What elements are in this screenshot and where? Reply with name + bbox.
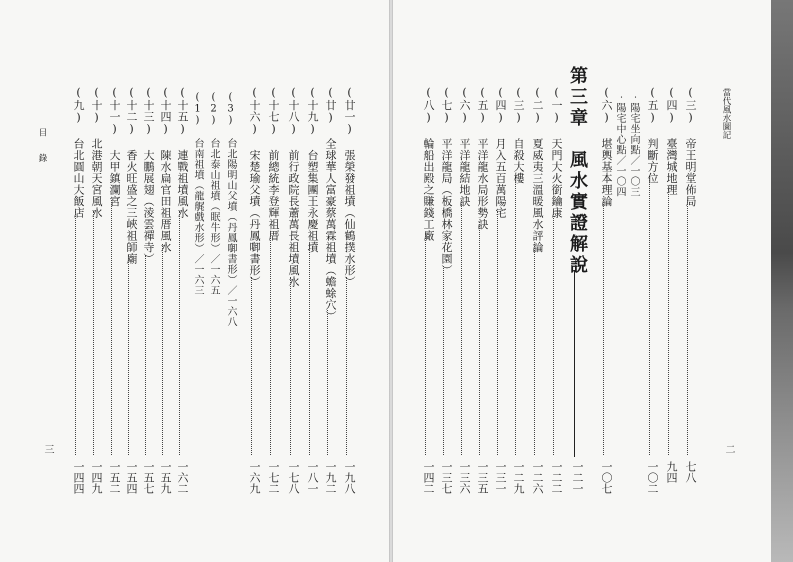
toc-entry: [529, 86, 544, 506]
toc-page-number: 一五九: [159, 461, 172, 494]
toc-entry-label: (十六) 宋楚瑜父墳（丹鳳啣書形）: [248, 86, 261, 288]
toc-leader-dots: [497, 211, 498, 455]
toc-page-number: 一二六: [531, 461, 544, 494]
toc-leader-dots: [553, 211, 554, 455]
toc-leader-dots: [425, 233, 426, 455]
toc-entry: [626, 92, 638, 512]
toc-entry-label: (1) 台南祖墳（龍艉戲水形）／一六三: [192, 92, 203, 296]
toc-leader-dots: [128, 255, 129, 455]
right-page-number: 二: [723, 444, 734, 454]
toc-entry: [265, 86, 280, 506]
toc-entry: [190, 92, 202, 512]
toc-page-number: 一二九: [512, 461, 525, 494]
toc-leader-dots: [687, 200, 688, 455]
toc-entry-label: (廿一) 張榮發祖墳（仙鶴撲水形）: [343, 86, 356, 288]
toc-page-number: 一四四: [72, 461, 85, 494]
toc-leader-dots: [93, 211, 94, 455]
toc-leader-dots: [327, 310, 328, 455]
toc-page-number: 一二二: [550, 461, 563, 494]
toc-entry-label: (3) 台北陽明山父墳（丹鳳啣書形）／一六八: [225, 92, 236, 327]
toc-entry: [285, 86, 300, 506]
toc-entry: [246, 86, 261, 506]
toc-entry: [174, 86, 189, 506]
toc-leader-dots: [111, 200, 112, 455]
toc-entry: [420, 86, 435, 506]
toc-entry-label: (九) 台北圓山大飯店: [72, 86, 85, 219]
toc-page-number: 一五四: [125, 461, 138, 494]
toc-entry-label: ‧陽宅中心點／一〇四: [614, 92, 625, 197]
toc-entry: [322, 86, 337, 506]
toc-page-number: 一九二: [324, 461, 337, 494]
toc-page-number: 一八一: [306, 461, 319, 494]
toc-page-number: 一三七: [440, 461, 453, 494]
toc-entry: [644, 86, 659, 506]
chapter-page: 一二一: [571, 461, 584, 494]
toc-leader-dots: [668, 189, 669, 455]
toc-leader-dots: [534, 244, 535, 455]
toc-page-number: 一三一: [494, 461, 507, 494]
toc-page-number: 九四: [665, 461, 678, 483]
toc-page-number: 一〇七: [600, 461, 613, 494]
toc-page-number: 一六二: [176, 461, 189, 494]
toc-leader-dots: [290, 277, 291, 455]
toc-entry-label: (十四) 陳水扁官田祖厝風水: [159, 86, 172, 253]
toc-entry-label: (廿) 全球華人富豪蔡萬霖祖墳（蟾蜍穴）: [324, 86, 337, 322]
toc-entry-label: (六) 堪輿基本理論: [600, 86, 613, 207]
toc-leader-dots: [649, 178, 650, 455]
toc-entry-label: (三) 帝王明堂佈局: [684, 86, 697, 207]
toc-leader-dots: [461, 200, 462, 455]
toc-entry-label: (四) 臺灣城地理: [665, 86, 678, 196]
toc-entry: [663, 86, 678, 506]
toc-page-number: 七八: [684, 461, 697, 483]
toc-entry-label: (七) 平洋龍局（板橋林家花園）: [440, 86, 453, 276]
toc-page-number: 一四九: [90, 461, 103, 494]
toc-entry: [157, 86, 172, 506]
toc-entry-label: (十七) 前總統李登輝祖厝: [267, 86, 280, 242]
toc-entry-label: (三) 自殺大樓: [512, 86, 525, 184]
toc-page-number: 一六九: [248, 461, 261, 494]
toc-entry: [510, 86, 525, 506]
toc-entry: [206, 92, 218, 512]
toc-entry-label: (十) 北港朝天宮風水: [90, 86, 103, 219]
toc-page-number: 一五七: [142, 461, 155, 494]
toc-entry: [474, 86, 489, 506]
chapter-title: 第三章 風水實證解說: [567, 66, 588, 276]
toc-page-number: 一三五: [476, 461, 489, 494]
toc-entry-label: (四) 月入五百萬陽宅: [494, 86, 507, 219]
toc-entry-label: (十八) 前行政院長蕭萬長祖墳風水: [287, 86, 300, 288]
right-header: 當代風水圖記: [721, 88, 731, 139]
toc-entry-label: (二) 夏威夷三溫暖風水評論: [531, 86, 544, 253]
toc-entry-label: (十五) 連戰祖墳風水: [176, 86, 189, 219]
toc-leader-dots: [270, 233, 271, 455]
toc-entry-label: (五) 判斷方位: [646, 86, 659, 184]
scan-edge-shadow: [771, 0, 793, 562]
toc-page-number: 一四二: [422, 461, 435, 494]
toc-leader-dots: [443, 266, 444, 455]
toc-entry: [140, 86, 155, 506]
toc-entry-label: (六) 平洋龍結地訣: [458, 86, 471, 207]
toc-leader-dots: [309, 244, 310, 455]
toc-entry: [88, 86, 103, 506]
toc-leader-dots: [179, 211, 180, 455]
toc-leader-dots: [479, 222, 480, 455]
left-page-number: 三: [42, 444, 53, 454]
toc-entry: [223, 92, 235, 512]
left-page: [0, 0, 389, 562]
toc-entry: [304, 86, 319, 506]
toc-entry-label: ‧陽宅坐向點／一〇三: [628, 92, 639, 197]
left-header: 目 錄: [37, 128, 47, 162]
toc-page-number: 一〇二: [646, 461, 659, 494]
toc-entry: [438, 86, 453, 506]
toc-leader-dots: [515, 178, 516, 455]
toc-entry-label: (十一) 大甲鎮瀾宮: [108, 86, 121, 207]
toc-entry: [106, 86, 121, 506]
toc-entry-label: (一) 天門大火銜鑰康: [550, 86, 563, 219]
toc-entry: [598, 86, 613, 506]
toc-entry-label: (十二) 香火旺盛之三峽祖師廟: [125, 86, 138, 265]
toc-leader-dots: [603, 200, 604, 455]
toc-entry: [492, 86, 507, 506]
toc-leader-dots: [145, 255, 146, 455]
toc-entry-label: (八) 輪船出殿之賺錢工廠: [422, 86, 435, 242]
toc-entry: [548, 86, 563, 506]
chapter-rule: [574, 270, 575, 457]
toc-page-number: 一七八: [287, 461, 300, 494]
toc-page-number: 一九八: [343, 461, 356, 494]
toc-entry: [341, 86, 356, 506]
toc-leader-dots: [75, 211, 76, 455]
toc-entry-label: (十九) 台塑集團王永慶祖墳: [306, 86, 319, 253]
toc-entry-label: (五) 平洋龍水局形勢訣: [476, 86, 489, 230]
toc-entry: [456, 86, 471, 506]
toc-entry: [682, 86, 697, 506]
toc-leader-dots: [251, 277, 252, 455]
toc-page-number: 一七二: [267, 461, 280, 494]
toc-leader-dots: [162, 244, 163, 455]
toc-leader-dots: [346, 277, 347, 455]
toc-page-number: 一三六: [458, 461, 471, 494]
toc-entry: [70, 86, 85, 506]
right-page: [393, 0, 793, 562]
toc-page-number: 一五二: [108, 461, 121, 494]
toc-entry-label: (十三) 大鵬展翅（淩雲禪寺）: [142, 86, 155, 265]
toc-entry: [123, 86, 138, 506]
toc-entry-label: (2) 台北泰山祖墳（眠牛形）／一六五: [208, 92, 219, 296]
